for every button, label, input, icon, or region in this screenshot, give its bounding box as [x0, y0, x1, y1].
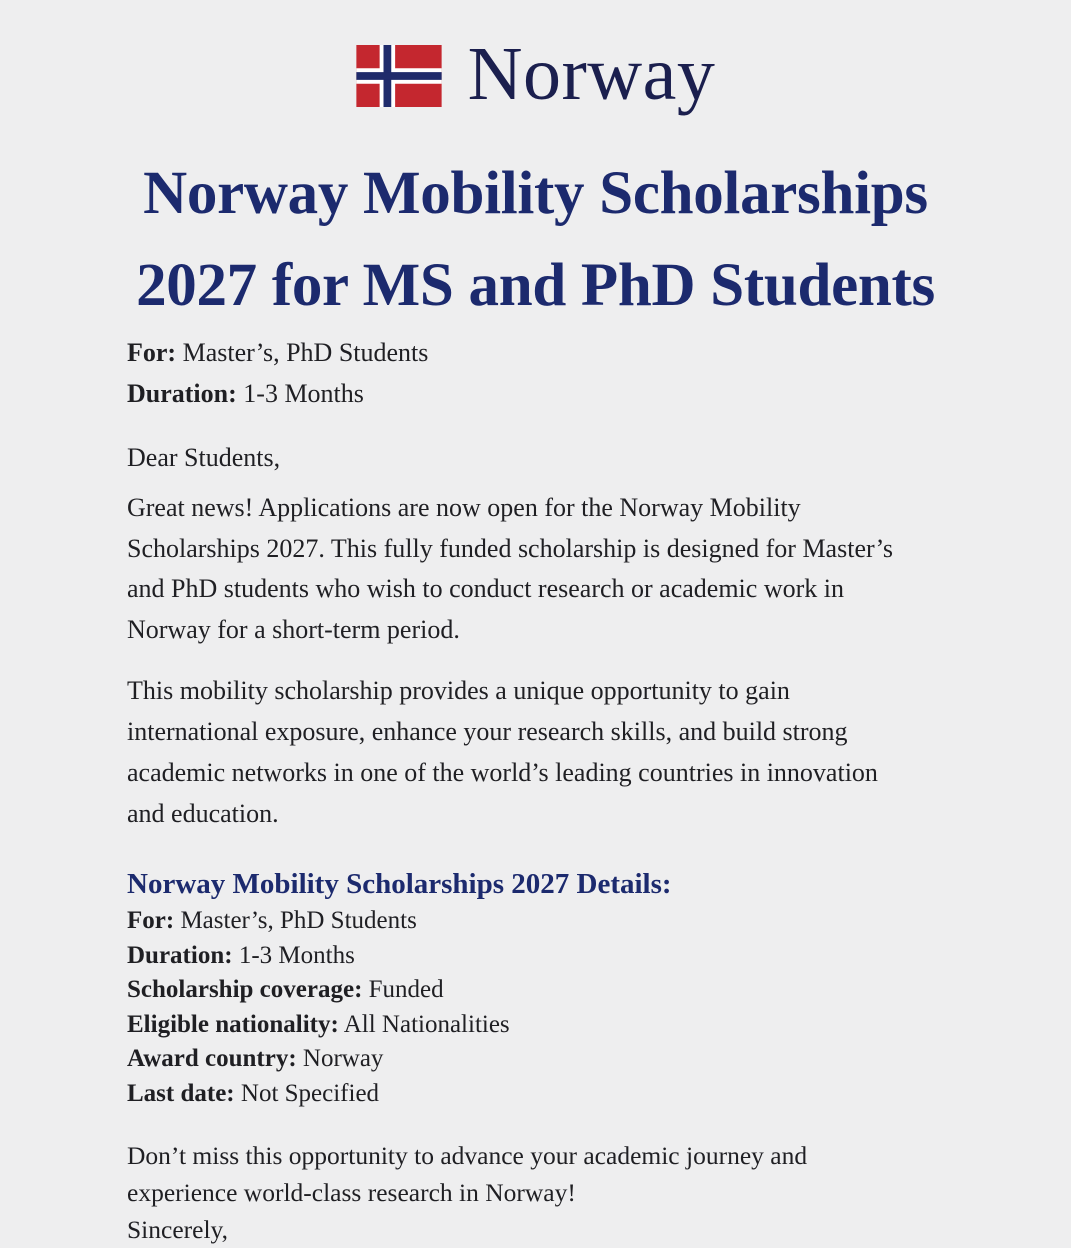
detail-label: Duration: [127, 941, 233, 969]
summary-label: For: [127, 338, 177, 367]
summary-for [127, 332, 917, 373]
details-list [127, 904, 917, 1112]
signoff: Sincerely, [127, 1214, 229, 1244]
brand-name: Norway [467, 32, 716, 116]
brand-header [0, 32, 1071, 116]
detail-country [127, 1042, 917, 1077]
summary-duration [127, 373, 917, 414]
detail-nationality [127, 1008, 917, 1043]
norway-flag-icon [356, 45, 442, 107]
detail-last-date [127, 1077, 917, 1112]
detail-coverage [127, 973, 917, 1008]
opportunity-paragraph: This mobility scholarship provides a unique opportunity to gain international exposure, enhance your research skills, and build strong academic networks in one of the world’s leading countries in innovation and education. [127, 676, 878, 828]
closing-paragraph: Don’t miss this opportunity to advance your academic journey and experience world-class research in Norway! [127, 1140, 808, 1207]
detail-for [127, 904, 917, 939]
detail-label: Eligible nationality: [127, 1010, 339, 1038]
detail-label: Award country: [127, 1045, 297, 1073]
detail-value: Not Specified [240, 1079, 380, 1107]
summary-value: Master’s, PhD Students [182, 338, 429, 367]
detail-label: For: [127, 907, 175, 934]
title-line-1: Norway Mobility Scholarships [143, 160, 928, 227]
greeting: Dear Students, [127, 443, 281, 472]
detail-label: Last date: [127, 1079, 235, 1107]
details-heading: Norway Mobility Scholarships 2027 Details: [127, 868, 672, 900]
summary-list [127, 332, 917, 414]
detail-value: 1-3 Months [238, 941, 355, 969]
detail-value: Master’s, PhD Students [180, 907, 417, 934]
summary-label: Duration: [127, 379, 237, 408]
intro-paragraph: Great news! Applications are now open for the Norway Mobility Scholarships 2027. This fully funded scholarship is designed for Master’s and PhD students who wish to conduct research or academic work in Norway for a short-term period. [127, 493, 893, 644]
detail-value: All Nationalities [343, 1010, 510, 1038]
page-title [0, 148, 1071, 332]
letter-body [127, 332, 917, 1248]
detail-value: Norway [302, 1045, 384, 1073]
summary-value: 1-3 Months [243, 379, 364, 408]
title-line-2: 2027 for MS and PhD Students [136, 252, 935, 319]
detail-value: Funded [368, 976, 444, 1004]
detail-label: Scholarship coverage: [127, 976, 363, 1004]
detail-duration [127, 939, 917, 974]
